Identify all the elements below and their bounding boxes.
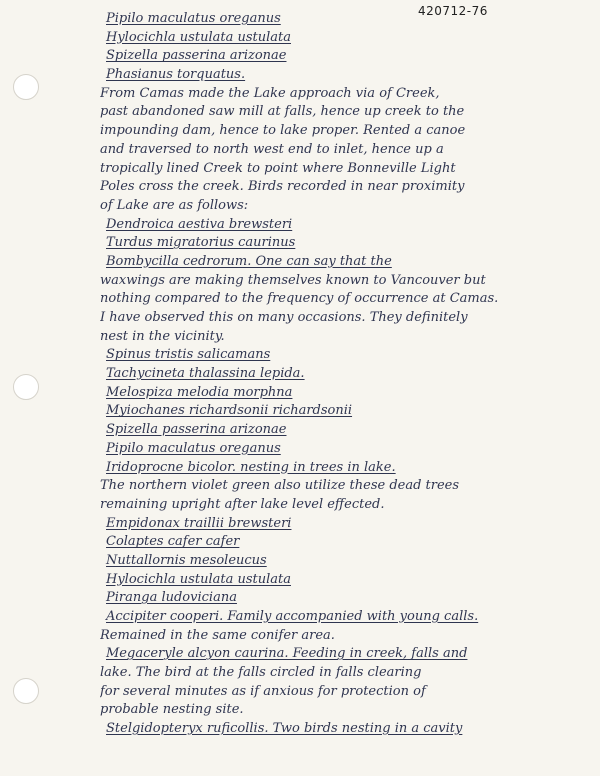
text-line bbox=[100, 141, 590, 160]
text-line bbox=[100, 178, 590, 197]
line-text: Spinus tristis salicamans bbox=[106, 347, 271, 363]
line-text: Nuttallornis mesoleucus bbox=[106, 552, 267, 568]
species-line bbox=[100, 552, 590, 571]
line-text: Hylocichla ustulata ustulata bbox=[106, 571, 291, 587]
species-line bbox=[100, 571, 590, 590]
text-line bbox=[100, 290, 590, 309]
line-text: Poles cross the creek. Birds recorded in near proximity bbox=[100, 179, 465, 195]
line-text: Tachycineta thalassina lepida. bbox=[106, 366, 305, 382]
line-text: Pipilo maculatus oreganus bbox=[106, 11, 281, 26]
text-line bbox=[100, 122, 590, 141]
line-text: Stelgidopteryx ruficollis. Two birds nesting in a cavity bbox=[106, 721, 463, 737]
species-line bbox=[100, 515, 590, 534]
line-text: Iridoprocne bicolor. nesting in trees in lake. bbox=[106, 459, 396, 475]
species-line bbox=[100, 47, 590, 66]
line-text: for several minutes as if anxious for protection of bbox=[100, 683, 426, 699]
species-line bbox=[100, 440, 590, 459]
species-line bbox=[100, 533, 590, 552]
species-line bbox=[100, 384, 590, 403]
line-text: waxwings are making themselves known to Vancouver but bbox=[100, 272, 486, 288]
binder-hole bbox=[13, 678, 39, 704]
line-text: Pipilo maculatus oreganus bbox=[106, 440, 281, 456]
species-line bbox=[100, 346, 590, 365]
text-line bbox=[100, 683, 590, 702]
text-line bbox=[100, 85, 590, 104]
document-id: 420712-76 bbox=[418, 4, 488, 18]
text-line bbox=[100, 664, 590, 683]
text-line bbox=[100, 160, 590, 179]
line-text: nest in the vicinity. bbox=[100, 328, 225, 344]
line-text: Hylocichla ustulata ustulata bbox=[106, 29, 291, 45]
species-line bbox=[100, 421, 590, 440]
species-line bbox=[100, 10, 590, 29]
species-line bbox=[100, 216, 590, 235]
species-line bbox=[100, 608, 590, 627]
text-line bbox=[100, 627, 590, 646]
line-text: Megaceryle alcyon caurina. Feeding in creek, falls and bbox=[106, 646, 468, 662]
line-text: The northern violet green also utilize these dead trees bbox=[100, 478, 460, 494]
line-text: Spizella passerina arizonae bbox=[106, 422, 287, 438]
line-text: Bombycilla cedrorum. One can say that the bbox=[106, 253, 392, 269]
line-text: Empidonax traillii brewsteri bbox=[106, 515, 292, 531]
species-line bbox=[100, 720, 590, 739]
handwritten-notes bbox=[100, 10, 590, 739]
line-text: of Lake are as follows: bbox=[100, 197, 249, 213]
line-text: Remained in the same conifer area. bbox=[100, 627, 335, 643]
species-line bbox=[100, 29, 590, 48]
text-line bbox=[100, 496, 590, 515]
text-line bbox=[100, 701, 590, 720]
line-text: Dendroica aestiva brewsteri bbox=[106, 216, 293, 232]
line-text: Myiochanes richardsonii richardsonii bbox=[106, 403, 353, 419]
line-text: Accipiter cooperi. Family accompanied with young calls. bbox=[106, 609, 479, 624]
line-text: I have observed this on many occasions. They definitely bbox=[100, 310, 468, 325]
text-line bbox=[100, 477, 590, 496]
species-line bbox=[100, 365, 590, 384]
text-line bbox=[100, 272, 590, 291]
binder-hole bbox=[13, 374, 39, 400]
line-text: Piranga ludoviciana bbox=[106, 590, 237, 606]
text-line bbox=[100, 328, 590, 347]
binder-hole bbox=[13, 74, 39, 100]
line-text: past abandoned saw mill at falls, hence up creek to the bbox=[100, 104, 465, 120]
line-text: Melospiza melodia morphna bbox=[106, 384, 293, 400]
line-text: tropically lined Creek to point where Bonneville Light bbox=[100, 160, 456, 176]
line-text: probable nesting site. bbox=[100, 702, 244, 718]
text-line bbox=[100, 309, 590, 328]
text-line bbox=[100, 103, 590, 122]
line-text: Turdus migratorius caurinus bbox=[106, 235, 296, 251]
species-line bbox=[100, 66, 590, 85]
species-line bbox=[100, 459, 590, 478]
line-text: From Camas made the Lake approach via of Creek, bbox=[100, 85, 440, 101]
species-line bbox=[100, 253, 590, 272]
line-text: Spizella passerina arizonae bbox=[106, 48, 287, 64]
line-text: Colaptes cafer cafer bbox=[106, 534, 240, 550]
species-line bbox=[100, 589, 590, 608]
species-line bbox=[100, 645, 590, 664]
line-text: and traversed to north west end to inlet, hence up a bbox=[100, 141, 444, 157]
line-text: impounding dam, hence to lake proper. Rented a canoe bbox=[100, 123, 466, 139]
line-text: nothing compared to the frequency of occurrence at Camas. bbox=[100, 291, 499, 307]
line-text: Phasianus torquatus. bbox=[106, 67, 246, 83]
line-text: remaining upright after lake level effected. bbox=[100, 496, 385, 512]
text-line bbox=[100, 197, 590, 216]
line-text: lake. The bird at the falls circled in falls clearing bbox=[100, 665, 422, 681]
species-line bbox=[100, 234, 590, 253]
species-line bbox=[100, 402, 590, 421]
